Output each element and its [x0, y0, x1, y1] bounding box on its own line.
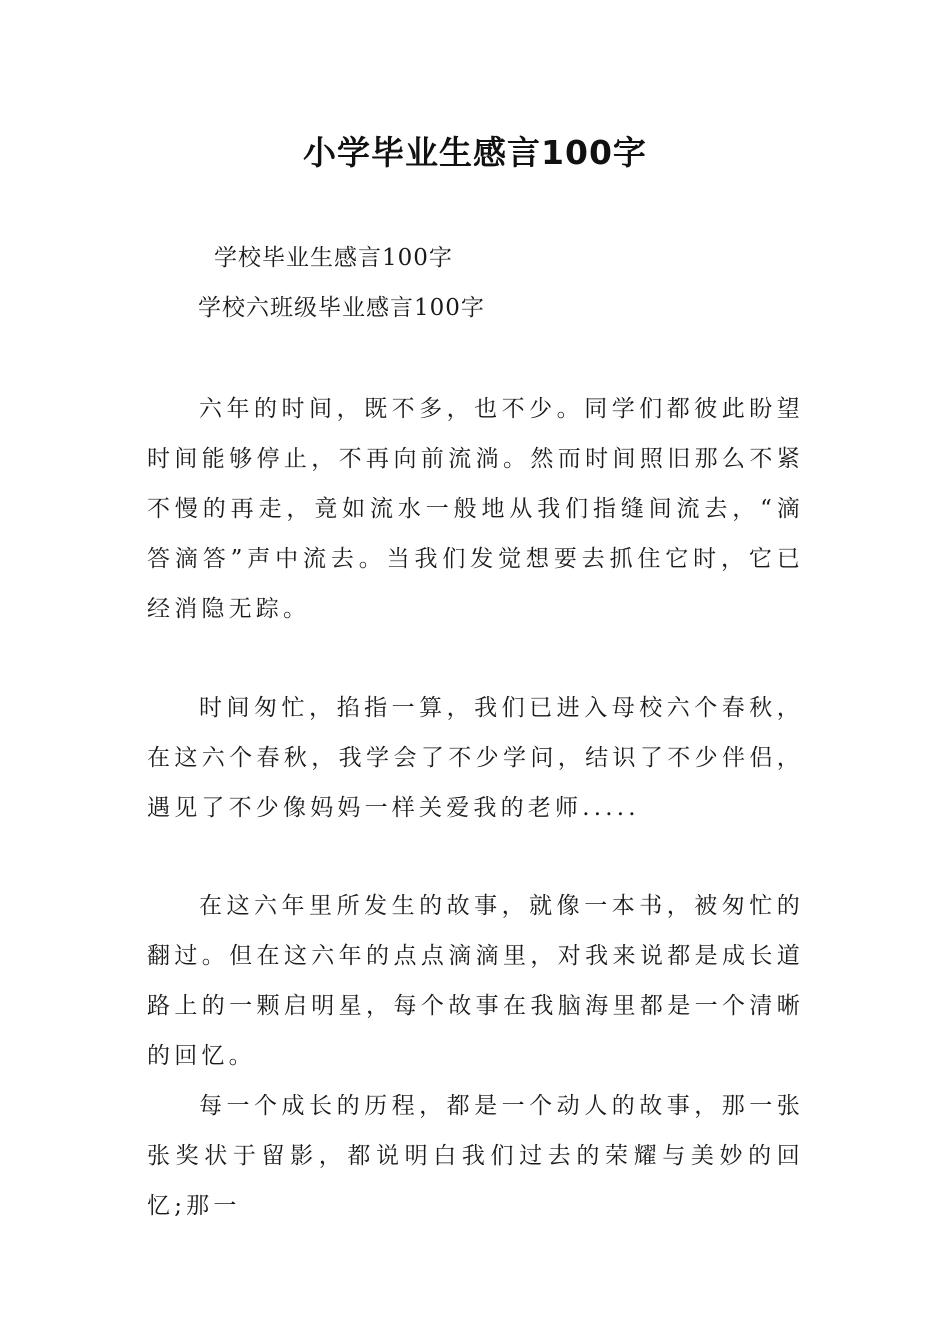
subtitle-grade-six: 学校六班级毕业感言100字 — [198, 295, 485, 321]
document-title: 小学毕业生感言100字 — [303, 133, 647, 172]
paragraph-six-autumns: 时间匆忙，掐指一算，我们已进入母校六个春秋，在这六个春秋，我学会了不少学问，结识了不少伴侣，遇见了不少像妈妈一样关爱我的老师..... — [147, 695, 804, 821]
paragraph-stories: 在这六年里所发生的故事，就像一本书，被匆忙的翻过。但在这六年的点点滴滴里，对我来说都是成长道路上的一颗启明星，每个故事在我脑海里都是一个清晰的回忆。 — [147, 893, 804, 1069]
subtitle-school-graduate: 学校毕业生感言100字 — [214, 245, 453, 271]
paragraph-time: 六年的时间，既不多，也不少。同学们都彼此盼望时间能够停止，不再向前流淌。然而时间照旧那么不紧不慢的再走，竟如流水一般地从我们指缝间流去，“滴答滴答”声中流去。当我们发觉想要去抓住它时，它已经消隐无踪。 — [147, 396, 804, 622]
paragraph-growth: 每一个成长的历程，都是一个动人的故事，那一张张奖状于留影，都说明白我们过去的荣耀与美妙的回忆;那一 — [147, 1093, 804, 1219]
